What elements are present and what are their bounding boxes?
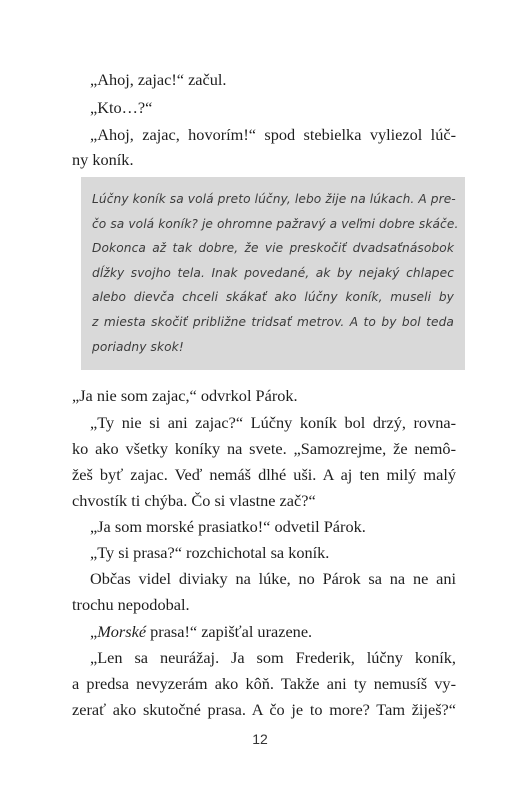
page-number: 12 — [252, 731, 268, 747]
text-line: „Ahoj, zajac, hovorím!“ spod stebielka vyliezol lúč- — [90, 125, 456, 144]
text-line: chvostík ti chýba. Čo si vlastne zač?“ — [72, 491, 316, 510]
paragraph-giggle — [90, 541, 455, 565]
text-line: „Kto…?“ — [90, 98, 153, 117]
paragraph-boars-cont — [72, 593, 437, 617]
text-line: „Ty si prasa?“ rozchichotal sa koník. — [90, 543, 330, 562]
italic-word: Morské — [97, 622, 147, 641]
paragraph-squeak — [90, 620, 455, 644]
text-line — [90, 620, 455, 644]
info-line: z miesta skočiť približne tridsať metrov. A to by bol teda — [92, 314, 454, 329]
text-line: „Ja nie som zajac,“ odvrkol Párok. — [72, 386, 298, 405]
text-line: a predsa nevyzerám ako kôň. Takže ani ty nemusíš vy- — [72, 674, 456, 693]
info-line: dĺžky svojho tela. Inak povedané, ak by nejaký chlapec — [92, 265, 454, 280]
paragraph-cheeky — [90, 411, 456, 435]
text-line: Občas videl diviaky na lúke, no Párok sa na ne ani — [90, 569, 456, 588]
info-line: čo sa volá koník? je ohromne pažravý a veľmi dobre skáče. — [92, 216, 459, 231]
text-line: „Len sa neurážaj. Ja som Frederik, lúčny koník, — [90, 648, 456, 667]
text-line: žeš byť zajac. Veď nemáš dlhé uši. A aj ten milý malý — [72, 465, 456, 484]
text-rest: prasa!“ zapišťal urazene. — [146, 622, 313, 641]
paragraph-cheeky-cont — [72, 437, 456, 515]
info-line: poriadny skok! — [92, 339, 184, 354]
info-line: Lúčny koník sa volá preto lúčny, lebo žije na lúkach. A pre- — [92, 192, 456, 206]
info-box-text — [92, 187, 459, 359]
info-line: Dokonca až tak dobre, že vie preskočiť dvadsaťnásobok — [92, 241, 454, 256]
text-line: ny koník. — [72, 150, 134, 169]
paragraph-greeting — [90, 68, 455, 92]
paragraph-who — [90, 96, 455, 120]
info-line: alebo dievča chceli skákať ako lúčny koník, museli by — [92, 290, 454, 305]
text-line: „Ahoj, zajac!“ začul. — [90, 70, 227, 89]
paragraph-guinea-pig — [90, 515, 455, 539]
paragraph-boars — [90, 567, 456, 591]
text-line: ko ako všetky koníky na svete. „Samozrejme, že nemô- — [72, 439, 456, 458]
text-line: zerať ako skutočné prasa. A čo je to more? Tam žiješ?“ — [72, 700, 456, 719]
text-line: „Ty nie si ani zajac?“ Lúčny koník bol drzý, rovna- — [90, 413, 456, 432]
paragraph-frederik-cont — [72, 672, 456, 724]
paragraph-frederik — [90, 646, 456, 670]
paragraph-grasshopper-intro — [90, 123, 456, 147]
paragraph-grasshopper-intro-cont — [72, 148, 437, 172]
paragraph-not-rabbit — [72, 384, 437, 408]
text-line: trochu nepodobal. — [72, 595, 190, 614]
open-quote: „ — [90, 622, 98, 641]
text-line: „Ja som morské prasiatko!“ odvetil Párok. — [90, 517, 366, 536]
